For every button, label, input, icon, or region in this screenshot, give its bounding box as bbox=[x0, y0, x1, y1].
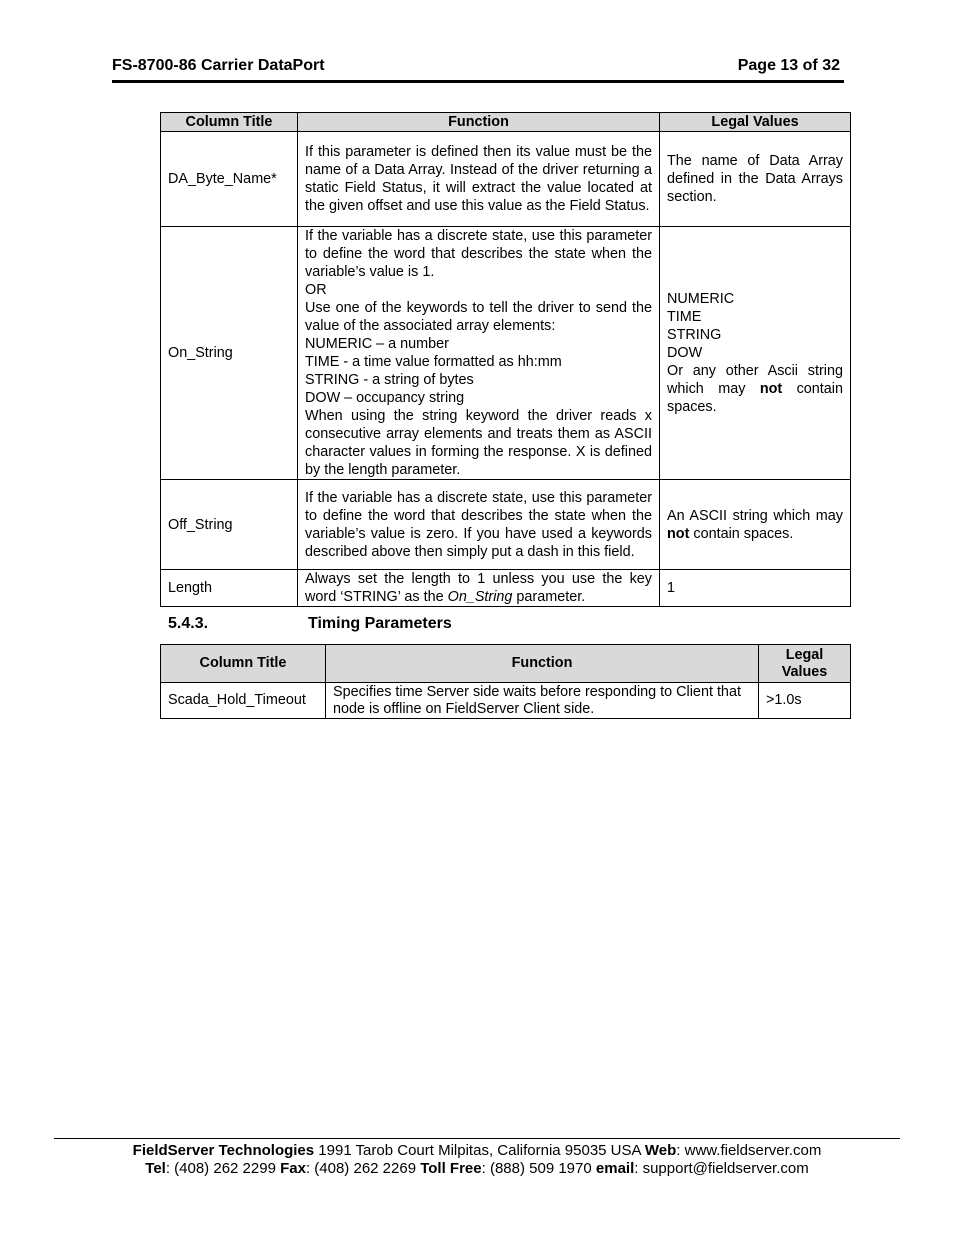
function-line: NUMERIC – a number bbox=[305, 336, 449, 352]
function-text: parameter. bbox=[512, 589, 586, 605]
legal-value: STRING bbox=[667, 327, 722, 343]
web-label: Web bbox=[644, 1142, 677, 1159]
row-function: Specifies time Server side waits before responding to Client that node is offline on FieldServer Client side. bbox=[326, 683, 759, 719]
column-header: Column Title bbox=[161, 645, 326, 683]
fax-number: : (408) 262 2269 bbox=[305, 1160, 421, 1177]
row-legal-values bbox=[660, 480, 851, 570]
function-line: TIME - a time value formatted as hh:mm bbox=[305, 354, 562, 370]
table-row bbox=[161, 227, 851, 480]
company-address: 1991 Tarob Court Milpitas, California 95035 USA bbox=[314, 1142, 645, 1159]
row-function: If this parameter is defined then its value must be the name of a Data Array. Instead of the driver returning a static Field Status, it will extract the value located at the given offset and use this value as the Field Status. bbox=[298, 132, 660, 227]
column-header: Column Title bbox=[161, 113, 298, 132]
function-line: OR bbox=[305, 282, 327, 298]
footer-divider bbox=[54, 1138, 900, 1139]
function-line: If the variable has a discrete state, use this parameter to define the word that describes the state when the variable’s value is 1. bbox=[305, 228, 652, 280]
tel-number: : (408) 262 2299 bbox=[165, 1160, 281, 1177]
column-header: Function bbox=[298, 113, 660, 132]
column-header: Legal Values bbox=[660, 113, 851, 132]
function-line: DOW – occupancy string bbox=[305, 390, 465, 406]
legal-text: contain spaces. bbox=[689, 525, 794, 542]
row-legal-values: >1.0s bbox=[759, 683, 851, 719]
note-emphasis: not bbox=[759, 381, 783, 397]
function-line: STRING - a string of bytes bbox=[305, 372, 474, 388]
section-title: Timing Parameters bbox=[308, 615, 452, 632]
column-header: Legal Values bbox=[759, 645, 851, 683]
company-name: FieldServer Technologies bbox=[132, 1142, 315, 1159]
row-legal-values bbox=[660, 227, 851, 480]
row-title: On_String bbox=[161, 227, 298, 480]
email-address: : support@fieldserver.com bbox=[634, 1160, 809, 1177]
row-legal-values: The name of Data Array defined in the Data Arrays section. bbox=[660, 132, 851, 227]
fax-label: Fax bbox=[280, 1160, 306, 1177]
tollfree-label: Toll Free bbox=[420, 1160, 482, 1177]
function-emphasis: On_String bbox=[447, 589, 513, 605]
function-line: When using the string keyword the driver reads x consecutive array elements and treats them as ASCII character values in forming the response. X is defined by the length parameter. bbox=[305, 408, 652, 478]
legal-value: NUMERIC bbox=[667, 291, 735, 307]
tollfree-number: : (888) 509 1970 bbox=[481, 1160, 596, 1177]
column-header: Function bbox=[326, 645, 759, 683]
function-line: Use one of the keywords to tell the driver to send the value of the associated array elements: bbox=[305, 300, 652, 334]
note-text: Or any other Ascii string which may bbox=[667, 363, 843, 397]
web-address: : www.fieldserver.com bbox=[676, 1142, 822, 1159]
legal-text: An ASCII string which may bbox=[667, 507, 843, 524]
timing-parameters-table bbox=[160, 644, 851, 719]
table-row bbox=[161, 132, 851, 227]
legal-emphasis: not bbox=[667, 525, 690, 542]
row-function bbox=[298, 570, 660, 607]
table-row bbox=[161, 570, 851, 607]
row-function: If the variable has a discrete state, use this parameter to define the word that describes the state when the variable’s value is zero. If you have used a keywords described above then simply put a dash in this field. bbox=[298, 480, 660, 570]
legal-value-note bbox=[667, 362, 843, 416]
table-row bbox=[161, 480, 851, 570]
table-header-row bbox=[161, 645, 851, 683]
section-number: 5.4.3. bbox=[168, 615, 209, 632]
footer-address-line bbox=[54, 1142, 900, 1159]
table-row bbox=[161, 683, 851, 719]
email-label: email bbox=[595, 1160, 635, 1177]
parameters-table bbox=[160, 112, 851, 607]
row-title: Off_String bbox=[161, 480, 298, 570]
row-title: Length bbox=[161, 570, 298, 607]
footer-contact-line bbox=[54, 1160, 900, 1177]
function-text: Always set the length to 1 unless you use the key word ‘STRING’ as the bbox=[305, 571, 652, 605]
tel-label: Tel bbox=[145, 1160, 166, 1177]
row-legal-values: 1 bbox=[660, 570, 851, 607]
row-title: DA_Byte_Name* bbox=[161, 132, 298, 227]
legal-value: DOW bbox=[667, 345, 703, 361]
row-title: Scada_Hold_Timeout bbox=[161, 683, 326, 719]
page-number: Page 13 of 32 bbox=[737, 57, 840, 74]
page-header bbox=[112, 56, 844, 83]
legal-value: TIME bbox=[667, 309, 702, 325]
row-function bbox=[298, 227, 660, 480]
document-title: FS-8700-86 Carrier DataPort bbox=[112, 57, 325, 74]
table-header-row bbox=[161, 113, 851, 132]
note-text: contain spaces. bbox=[667, 381, 844, 415]
